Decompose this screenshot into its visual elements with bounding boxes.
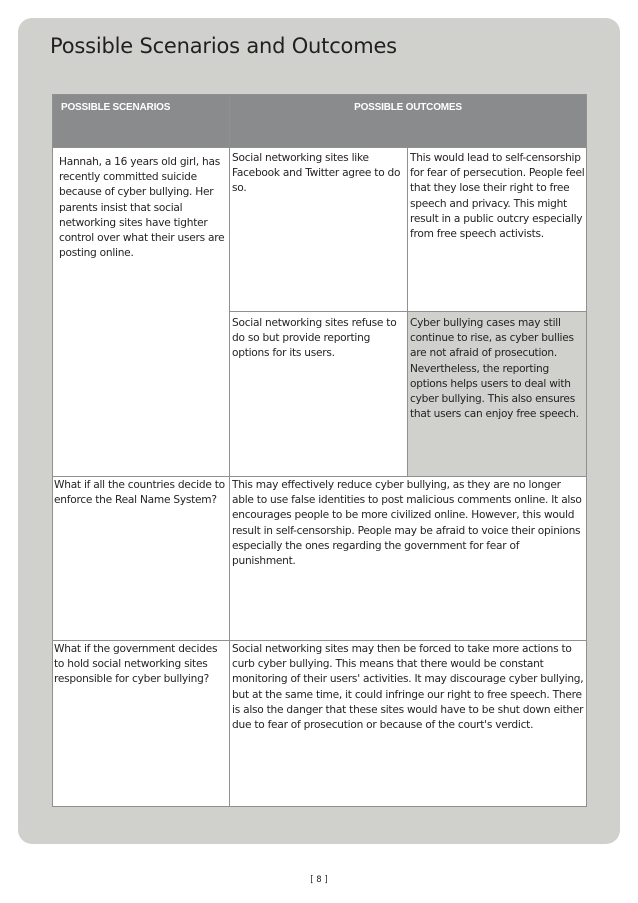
grid-hline-sub <box>230 311 586 312</box>
page-title: Possible Scenarios and Outcomes <box>50 34 397 58</box>
grid-vline-main <box>229 95 230 806</box>
page-number: [ 8 ] <box>310 875 328 885</box>
scenarios-table <box>52 94 587 807</box>
header-scenarios <box>53 95 229 147</box>
grid-hline-header <box>53 147 586 148</box>
row1-outcome2: Cyber bullying cases may still continue to rise, as cyber bullies are not afraid of prosecution. Nevertheless, the reporting options helps users to deal with cyber bullying. This also ensures that users can enjoy free speech. <box>410 317 579 421</box>
row3-outcome: Social networking sites may then be forced to take more actions to curb cyber bullying. This means that there would be constant monitoring of their users' activities. It may discourage cyber bullying, but at the same time, it could infringe our right to free speech. There is also the danger that these sites would have to be shut down either due to fear of prosecution or because of the court's verdict. <box>232 643 584 732</box>
row1-outcome1: This would lead to self-censorship for fear of persecution. People feel that they lose their right to free speech and privacy. This might result in a public outcry especially from free speech activists. <box>410 152 585 241</box>
row2-scenario: What if all the countries decide to enforce the Real Name System? <box>54 479 225 507</box>
row1-scenario: Hannah, a 16 years old girl, has recently committed suicide because of cyber bullying. Her parents insist that social networking sites have tighter control over what their users are posting online. <box>59 156 225 260</box>
row1-option1: Social networking sites like Facebook and Twitter agree to do so. <box>232 152 401 195</box>
grid-vline-sub <box>407 147 408 477</box>
header-outcomes <box>230 95 586 147</box>
header-outcomes-label: POSSIBLE OUTCOMES <box>354 102 462 113</box>
row3-scenario: What if the government decides to hold social networking sites responsible for cyber bullying? <box>54 643 218 686</box>
row1-option2: Social networking sites refuse to do so but provide reporting options for its users. <box>232 317 397 360</box>
grid-hline-row2 <box>53 476 586 477</box>
grid-hline-row3 <box>53 640 586 641</box>
row2-outcome: This may effectively reduce cyber bullying, as they are no longer able to use false identities to post malicious comments online. It also encourages people to be more civilized online. However, this would result in self-censorship. People may be afraid to voice their opinions especially the ones regarding the government for fear of punishment. <box>232 479 582 568</box>
header-scenarios-label: POSSIBLE SCENARIOS <box>61 102 171 113</box>
